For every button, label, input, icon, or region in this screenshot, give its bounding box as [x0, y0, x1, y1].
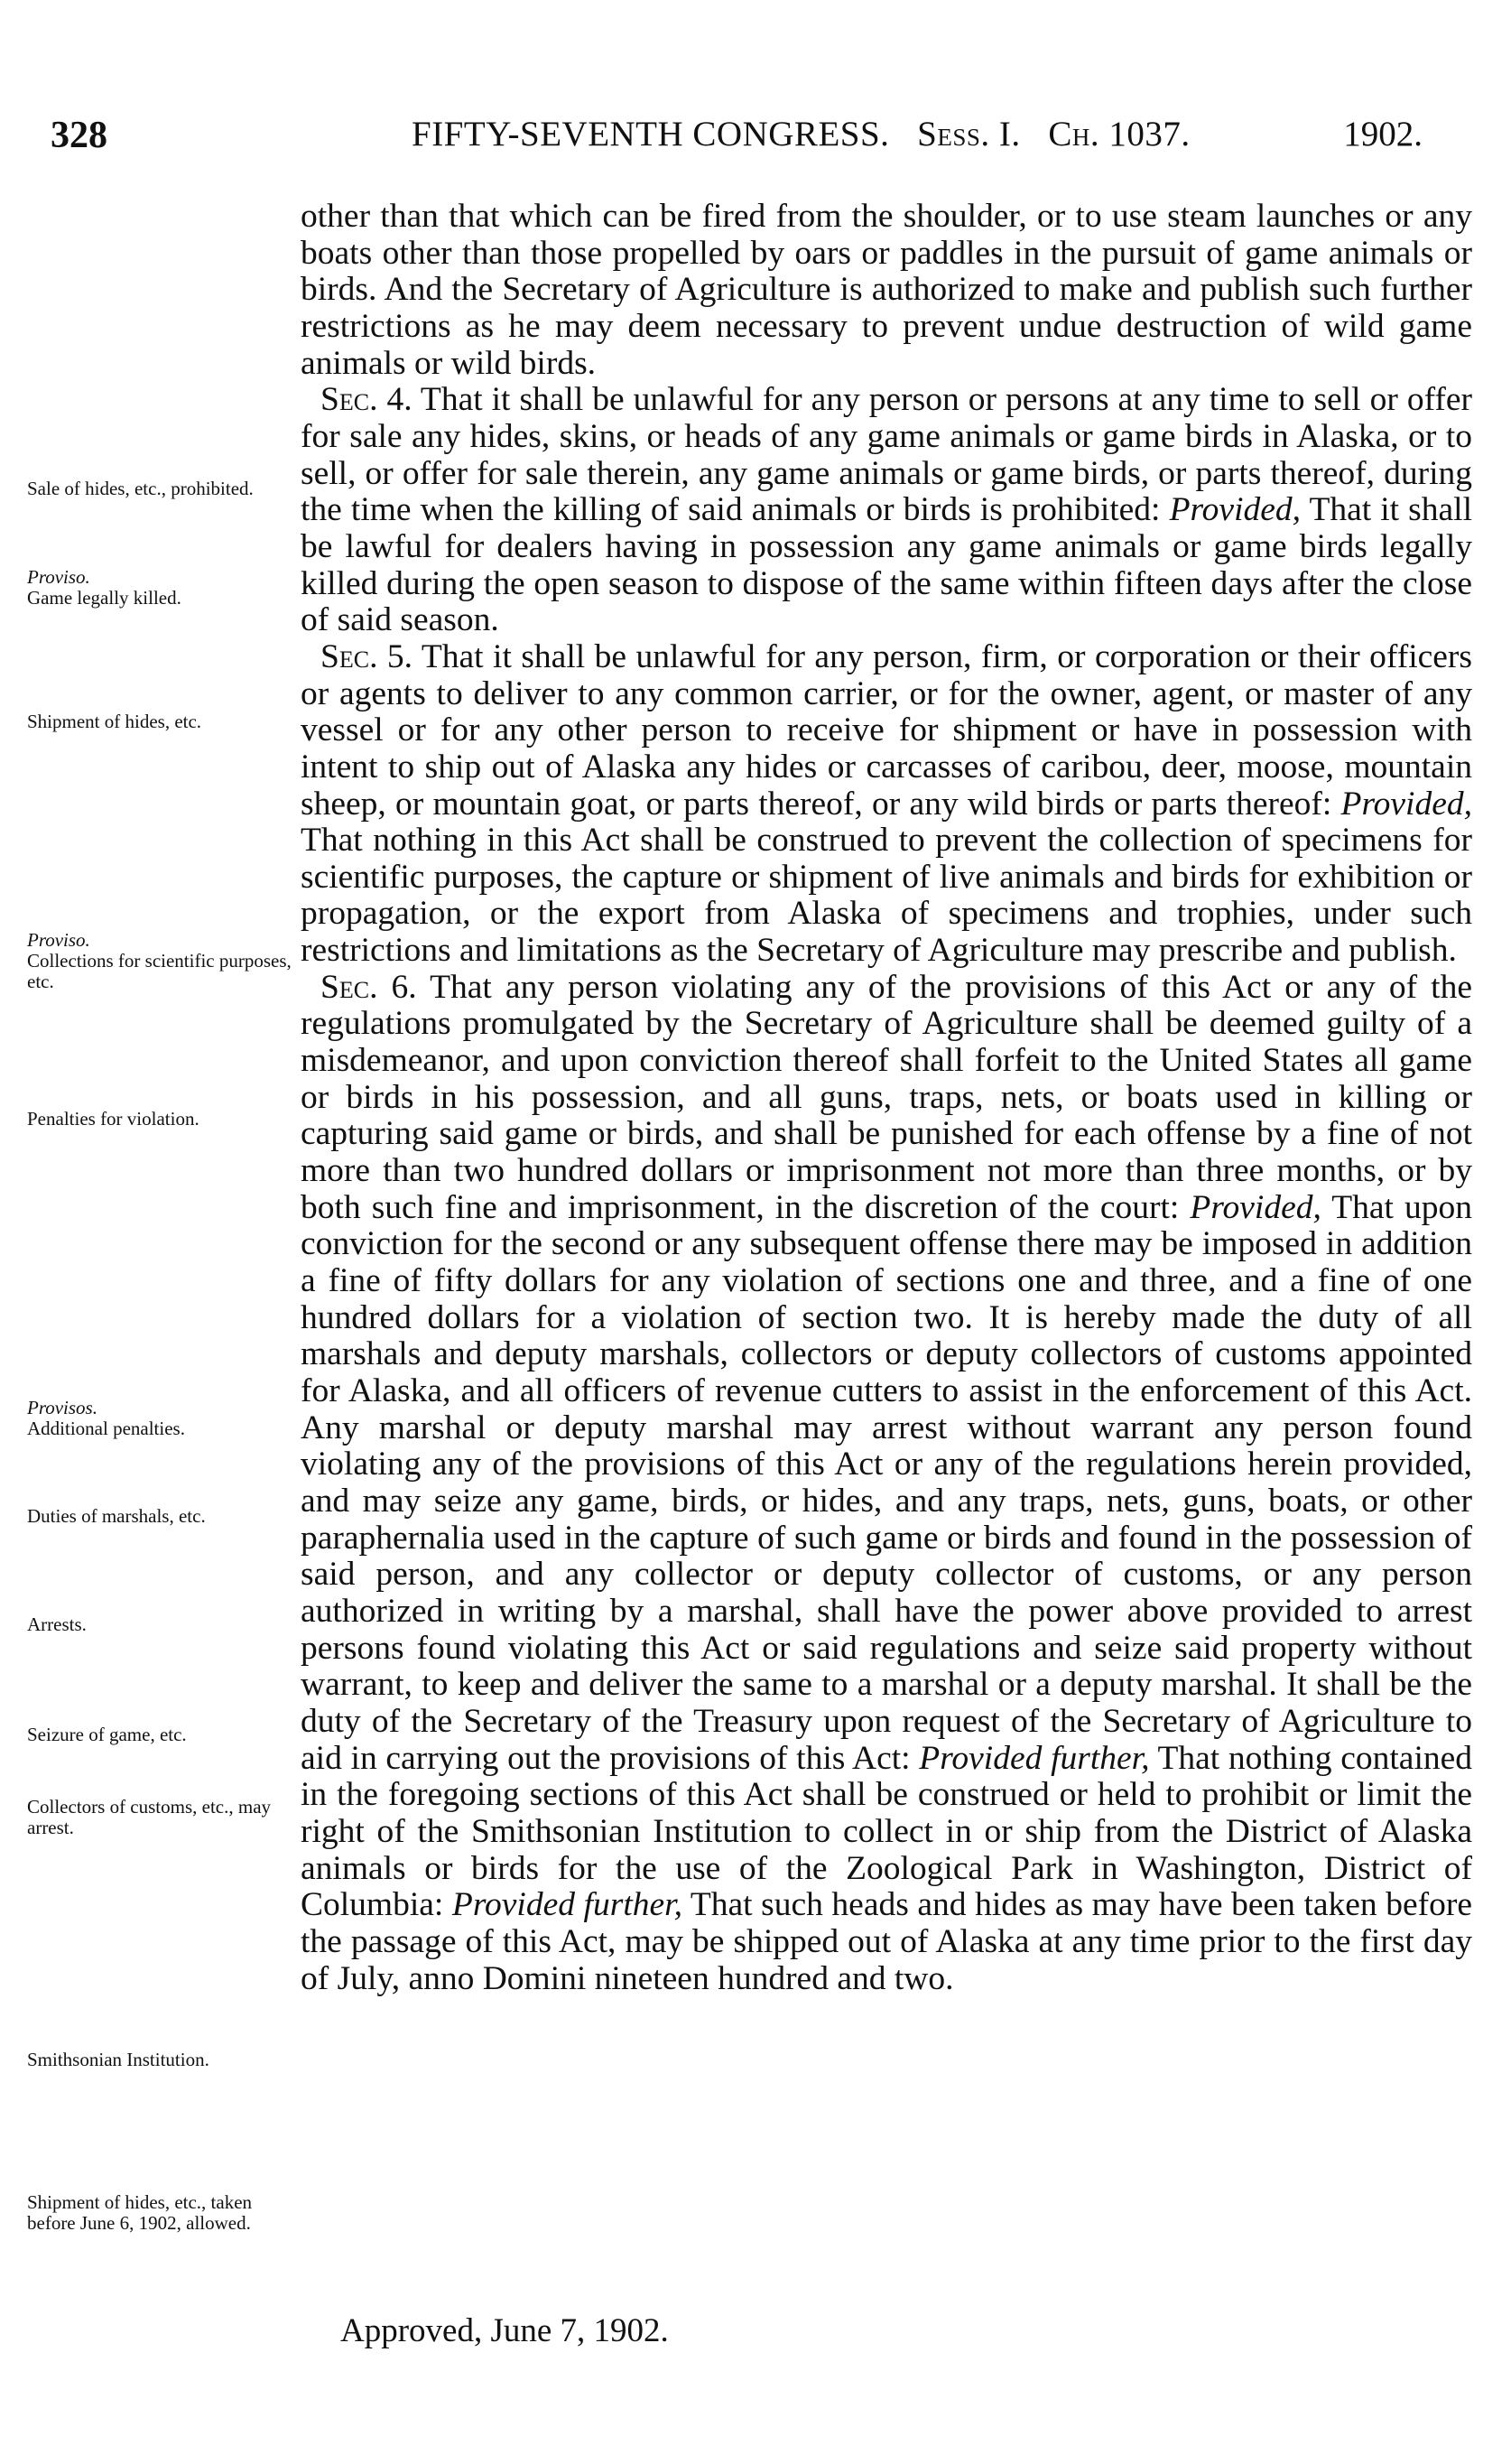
provided-further-label: Provided further,: [919, 1739, 1150, 1777]
section-label: Sec. 4.: [320, 381, 413, 419]
section-text: That it shall be lawful for dealers having in possession any game animals or game birds legally killed during the open season to dispose of the same within fifteen days after the close of said season.: [301, 491, 1472, 639]
section-label: Sec. 6.: [320, 968, 417, 1006]
approval-line: Approved, June 7, 1902.: [340, 2312, 669, 2349]
section-text: That nothing in this Act shall be construed to prevent the collection of specimens for scientific purposes, the capture or shipment of live animals and birds for exhibition or propagation, or the export from Alaska of specimens and trophies, under such restrictions and limitations as the Secretary of Agriculture may prescribe and publish.: [301, 822, 1472, 970]
statute-text: [301, 199, 1472, 1997]
provided-label: Provided,: [1340, 785, 1472, 823]
margin-note-smithsonian: Smithsonian Institution.: [27, 2049, 209, 2070]
congress-title: FIFTY-SEVENTH CONGRESS.: [412, 115, 890, 153]
margin-note-text: Game legally killed.: [27, 587, 181, 609]
margin-note-collectors-may-arrest: Collectors of customs, etc., may arrest.: [27, 1796, 272, 1838]
chapter-label: Ch. 1037.: [1048, 115, 1191, 153]
section-text: That any person violating any of the provisions of this Act or any of the regulations promulgated by the Secretary of Agriculture shall be deemed guilty of a misdemeanor, and upon conviction thereof shall forfeit to the United States all game or birds in his possession, and all guns, traps, nets, or boats used in killing or capturing said game or birds, and shall be punished for each offense by a fine of not more than two hundred dollars or imprisonment not more than three months, or by both such fine and imprisonment, in the discretion of the court:: [301, 968, 1472, 1226]
margin-note-shipment-before-june: Shipment of hides, etc., taken before June 6, 1902, allowed.: [27, 2191, 253, 2234]
margin-note-duties-of-marshals: Duties of marshals, etc.: [27, 1505, 206, 1527]
margin-note-seizure: Seizure of game, etc.: [27, 1724, 187, 1745]
section-5: [301, 639, 1472, 970]
provided-label: Provided,: [1169, 491, 1302, 529]
section-6: [301, 970, 1472, 1997]
section-text: That it shall be unlawful for any person, firm, or corporation or their officers or agents to deliver to any common carrier, or for the owner, agent, or master of any vessel or for any other person to receive for shipment or have in possession with intent to ship out of Alaska any hides or carcasses of caribou, deer, moose, mountain sheep, or mountain goat, or parts thereof, or any wild birds or parts thereof:: [301, 637, 1472, 823]
page-number: 328: [51, 115, 107, 156]
margin-note-shipment-of-hides: Shipment of hides, etc.: [27, 711, 202, 732]
margin-note-sale-prohibited: Sale of hides, etc., prohibited.: [27, 478, 254, 499]
provisos-label: Provisos.: [27, 1397, 97, 1418]
margin-note-penalties: Penalties for violation.: [27, 1108, 199, 1130]
continued-paragraph: other than that which can be fired from the shoulder, or to use steam launches or any boats other than those propelled by oars or paddles in the pursuit of game animals or birds. And the Secretary of Agriculture is authorized to make and publish such further restrictions as he may deem necessary to prevent undue destruction of wild game animals or wild birds.: [301, 198, 1472, 382]
section-4: [301, 382, 1472, 639]
year-label: 1902.: [1343, 115, 1423, 153]
margin-note-game-legally-killed: [27, 567, 298, 609]
proviso-label: Proviso.: [27, 566, 90, 588]
proviso-label: Proviso.: [27, 929, 90, 951]
running-title: [412, 114, 1191, 154]
session-label: Sess. I.: [917, 115, 1021, 153]
running-header: [51, 114, 1423, 159]
margin-note-arrests: Arrests.: [27, 1613, 87, 1635]
section-label: Sec. 5.: [320, 637, 413, 675]
section-text: That nothing contained in the foregoing sections of this Act shall be construed or held to prohibit or limit the right of the Smithsonian Institution to collect in or ship from the District of Alaska animals or birds for the use of the Zoological Park in Washington, District of Columbia:: [301, 1739, 1473, 1924]
section-text: That such heads and hides as may have been taken before the passage of this Act, may be shipped out of Alaska at any time prior to the first day of July, anno Domini nineteen hundred and two.: [301, 1886, 1473, 1997]
section-text: That upon conviction for the second or any subsequent offense there may be imposed in addition a fine of fifty dollars for any violation of sections one and three, and a fine of one hundred dollars for a violation of section two. It is hereby made the duty of all marshals and deputy marshals, collectors or deputy collectors of customs appointed for Alaska, and all officers of revenue cutters to assist in the enforcement of this Act. Any marshal or deputy marshal may arrest without warrant any person found violating any of the provisions of this Act or any of the regulations herein provided, and may seize any game, birds, or hides, and any traps, nets, guns, boats, or other paraphernalia used in the capture of such game or birds and found in the possession of said person, and any collector or deputy collector of customs, or any person authorized in writing by a marshal, shall have the power above provided to arrest persons found violating this Act or said regulations and seize said property without warrant, to keep and deliver the same to a marshal or a deputy marshal. It shall be the duty of the Secretary of the Treasury upon request of the Secretary of Agriculture to aid in carrying out the provisions of this Act:: [301, 1188, 1472, 1777]
margin-note-scientific-collections: [27, 930, 298, 992]
provided-further-label: Provided further,: [451, 1886, 682, 1924]
provided-label: Provided,: [1190, 1188, 1321, 1226]
margin-note-text: Additional penalties.: [27, 1418, 185, 1439]
section-text: That it shall be unlawful for any person or persons at any time to sell or offer for sale any hides, skins, or heads of any game animals or game birds in Alaska, or to sell, or offer for sale therein, any game animals or game birds, or parts thereof, during the time when the killing of said animals or birds is prohibited:: [301, 381, 1473, 529]
margin-note-text: Collections for scientific purposes, etc.: [27, 950, 292, 992]
margin-note-additional-penalties: [27, 1398, 298, 1439]
